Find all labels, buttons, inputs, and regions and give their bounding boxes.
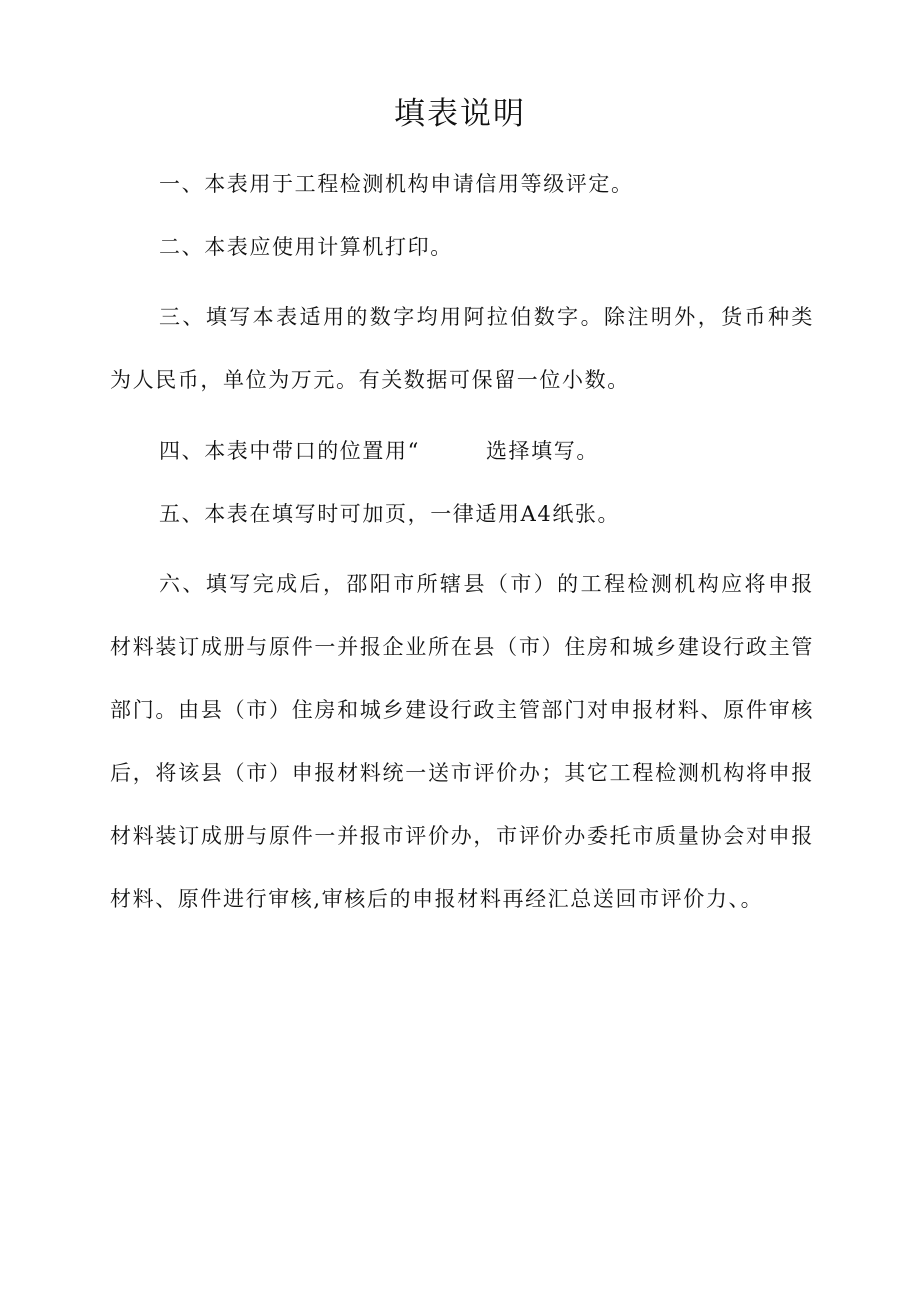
instruction-item-5: 五、本表在填写时可加页，一律适用A4纸张。 — [159, 502, 621, 526]
page-title: 填表说明 — [394, 96, 526, 132]
instructions-body — [110, 160, 814, 946]
instruction-item-4-before: 四、本表中带口的位置用“ — [159, 439, 420, 463]
instruction-item-4 — [110, 427, 814, 475]
instruction-item-1: 一、本表用于工程检测机构申请信用等级评定。 — [159, 172, 634, 196]
instruction-item-2: 二、本表应使用计算机打印。 — [159, 235, 453, 259]
instruction-item-4-after: 选择填写。 — [485, 439, 599, 463]
instruction-item-3: 三、填写本表适用的数字均用阿拉伯数字。除注明外，货币种类为人民币，单位为万元。有关数据可保留一位小数。 — [110, 305, 814, 392]
instruction-item-6: 六、填写完成后，邵阳市所辖县（市）的工程检测机构应将申报材料装订成册与原件一并报企业所在县（市）住房和城乡建设行政主管部门。由县（市）住房和城乡建设行政主管部门对申报材料、原件审核后，将该县（市）申报材料统一送市评价办；其它工程检测机构将申报材料装订成册与原件一并报市评价办，市评价办委托市质量协会对申报材料、原件进行审核,审核后的申报材料再经汇总送回市评价力、。 — [110, 572, 814, 911]
